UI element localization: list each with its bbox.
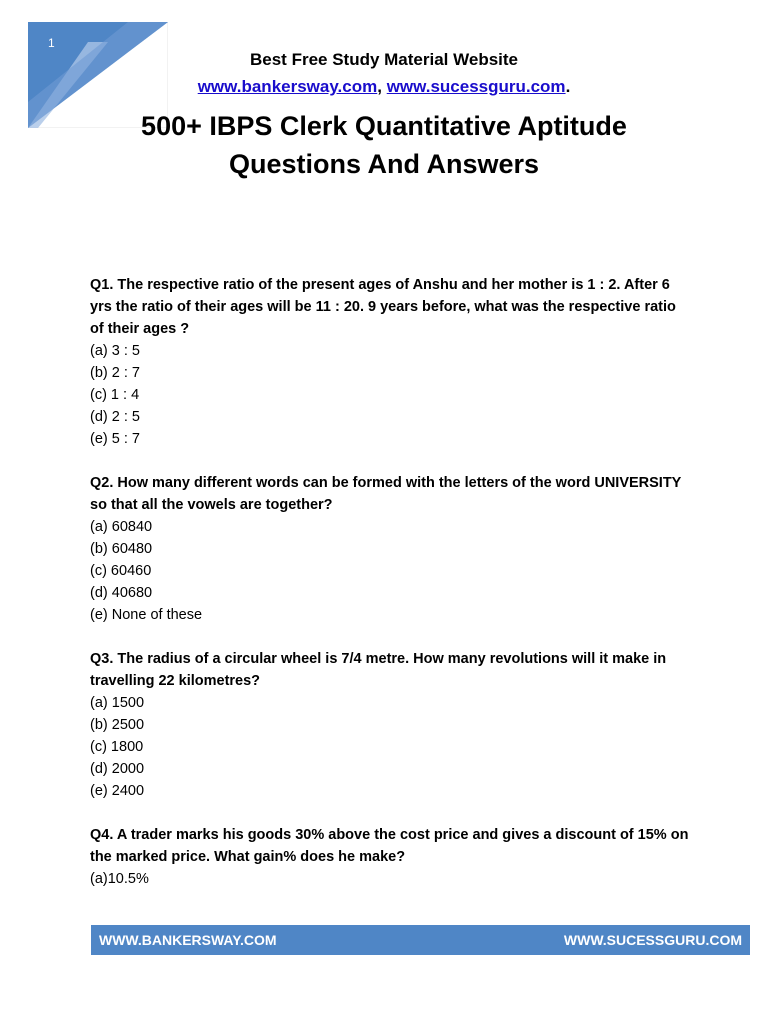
question-3-text: Q3. The radius of a circular wheel is 7/4 metre. How many revolutions will it make in travelling 22 kilometres?: [90, 651, 667, 689]
page-title: [0, 107, 768, 183]
question-3-option-d: (d) 2000: [90, 761, 145, 777]
question-2-option-d: (d) 40680: [90, 585, 153, 601]
sucessguru-link[interactable]: www.sucessguru.com: [386, 77, 566, 96]
question-4: [90, 824, 690, 890]
question-1-option-e: (e) 5 : 7: [90, 431, 140, 447]
question-3-option-e: (e) 2400: [90, 783, 145, 799]
question-1-option-c: (c) 1 : 4: [90, 387, 140, 403]
question-1-option-b: (b) 2 : 7: [90, 365, 140, 381]
page-title-line1: 500+ IBPS Clerk Quantitative Aptitude: [141, 111, 627, 141]
link-separator: ,: [377, 77, 382, 96]
bankersway-link[interactable]: www.bankersway.com: [197, 77, 378, 96]
question-1-text: Q1. The respective ratio of the present ages of Anshu and her mother is 1 : 2. After 6 yrs the ratio of their ages will be 11 : 20. 9 years before, what was the respective ratio of their ages ?: [90, 277, 676, 337]
page-title-line2: Questions And Answers: [228, 149, 540, 179]
question-3-option-b: (b) 2500: [90, 717, 145, 733]
question-4-option-a: (a)10.5%: [90, 871, 149, 887]
footer-left-link[interactable]: WWW.BANKERSWAY.COM: [99, 932, 277, 948]
question-3-option-c: (c) 1800: [90, 739, 144, 755]
question-3-option-a: (a) 1500: [90, 695, 145, 711]
page-footer: [91, 925, 750, 955]
question-2-text: Q2. How many different words can be formed with the letters of the word UNIVERSITY so that all the vowels are together?: [90, 475, 682, 513]
question-2-option-c: (c) 60460: [90, 563, 152, 579]
question-3: [90, 648, 690, 802]
link-end: .: [565, 77, 571, 96]
question-1: [90, 274, 690, 450]
question-2-option-b: (b) 60480: [90, 541, 153, 557]
question-2-option-e: (e) None of these: [90, 607, 203, 623]
page-number: 1: [48, 36, 55, 50]
question-2-option-a: (a) 60840: [90, 519, 153, 535]
question-1-option-a: (a) 3 : 5: [90, 343, 140, 359]
question-4-text: Q4. A trader marks his goods 30% above the cost price and gives a discount of 15% on the marked price. What gain% does he make?: [90, 827, 689, 865]
site-links: [0, 77, 768, 97]
questions-list: [90, 274, 690, 912]
site-title: Best Free Study Material Website: [250, 50, 518, 69]
question-1-option-d: (d) 2 : 5: [90, 409, 140, 425]
question-2: [90, 472, 690, 626]
footer-right-link[interactable]: WWW.SUCESSGURU.COM: [563, 932, 742, 948]
